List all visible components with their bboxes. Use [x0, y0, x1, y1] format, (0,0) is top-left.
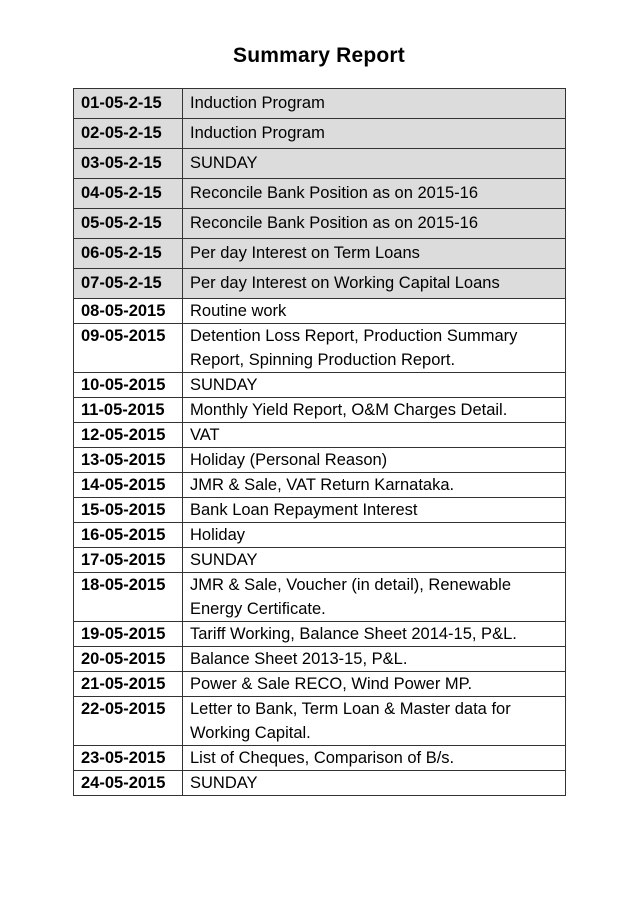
row-description: Routine work	[183, 299, 566, 324]
row-description: SUNDAY	[183, 548, 566, 573]
row-date: 17-05-2015	[74, 548, 183, 573]
row-description: VAT	[183, 423, 566, 448]
table-row	[74, 324, 566, 373]
table-row	[74, 573, 566, 622]
row-date: 20-05-2015	[74, 647, 183, 672]
summary-table-body	[74, 89, 566, 796]
row-description: List of Cheques, Comparison of B/s.	[183, 746, 566, 771]
table-row	[74, 622, 566, 647]
table-row	[74, 548, 566, 573]
table-row	[74, 119, 566, 149]
row-description: Bank Loan Repayment Interest	[183, 498, 566, 523]
row-date: 21-05-2015	[74, 672, 183, 697]
row-date: 12-05-2015	[74, 423, 183, 448]
row-description: Per day Interest on Working Capital Loans	[183, 269, 566, 299]
row-date: 22-05-2015	[74, 697, 183, 746]
row-description: Balance Sheet 2013-15, P&L.	[183, 647, 566, 672]
row-description: Reconcile Bank Position as on 2015-16	[183, 209, 566, 239]
row-date: 19-05-2015	[74, 622, 183, 647]
table-row	[74, 269, 566, 299]
row-date: 01-05-2-15	[74, 89, 183, 119]
row-date: 13-05-2015	[74, 448, 183, 473]
row-date: 14-05-2015	[74, 473, 183, 498]
row-date: 10-05-2015	[74, 373, 183, 398]
row-date: 24-05-2015	[74, 771, 183, 796]
row-description: Per day Interest on Term Loans	[183, 239, 566, 269]
row-description: Monthly Yield Report, O&M Charges Detail.	[183, 398, 566, 423]
table-row	[74, 209, 566, 239]
row-date: 08-05-2015	[74, 299, 183, 324]
row-description: Power & Sale RECO, Wind Power MP.	[183, 672, 566, 697]
row-description: JMR & Sale, Voucher (in detail), Renewable Energy Certificate.	[183, 573, 566, 622]
table-row	[74, 89, 566, 119]
row-date: 04-05-2-15	[74, 179, 183, 209]
table-row	[74, 239, 566, 269]
table-row	[74, 299, 566, 324]
row-description: Tariff Working, Balance Sheet 2014-15, P&L.	[183, 622, 566, 647]
row-date: 16-05-2015	[74, 523, 183, 548]
row-description: Holiday (Personal Reason)	[183, 448, 566, 473]
table-row	[74, 771, 566, 796]
row-date: 23-05-2015	[74, 746, 183, 771]
table-row	[74, 498, 566, 523]
row-description: Induction Program	[183, 119, 566, 149]
row-description: Detention Loss Report, Production Summary Report, Spinning Production Report.	[183, 324, 566, 373]
table-row	[74, 473, 566, 498]
row-date: 02-05-2-15	[74, 119, 183, 149]
row-description: JMR & Sale, VAT Return Karnataka.	[183, 473, 566, 498]
row-date: 18-05-2015	[74, 573, 183, 622]
table-row	[74, 448, 566, 473]
row-description: SUNDAY	[183, 149, 566, 179]
row-date: 05-05-2-15	[74, 209, 183, 239]
row-date: 07-05-2-15	[74, 269, 183, 299]
row-date: 15-05-2015	[74, 498, 183, 523]
table-row	[74, 398, 566, 423]
table-row	[74, 672, 566, 697]
row-date: 03-05-2-15	[74, 149, 183, 179]
row-description: SUNDAY	[183, 373, 566, 398]
row-date: 06-05-2-15	[74, 239, 183, 269]
row-description: SUNDAY	[183, 771, 566, 796]
table-row	[74, 647, 566, 672]
table-row	[74, 746, 566, 771]
table-row	[74, 697, 566, 746]
row-date: 09-05-2015	[74, 324, 183, 373]
table-row	[74, 149, 566, 179]
row-description: Induction Program	[183, 89, 566, 119]
row-description: Reconcile Bank Position as on 2015-16	[183, 179, 566, 209]
table-row	[74, 423, 566, 448]
row-description: Holiday	[183, 523, 566, 548]
page-title: Summary Report	[232, 44, 405, 67]
table-row	[74, 179, 566, 209]
table-row	[74, 523, 566, 548]
row-date: 11-05-2015	[74, 398, 183, 423]
summary-table	[73, 88, 566, 796]
row-description: Letter to Bank, Term Loan & Master data for Working Capital.	[183, 697, 566, 746]
table-row	[74, 373, 566, 398]
